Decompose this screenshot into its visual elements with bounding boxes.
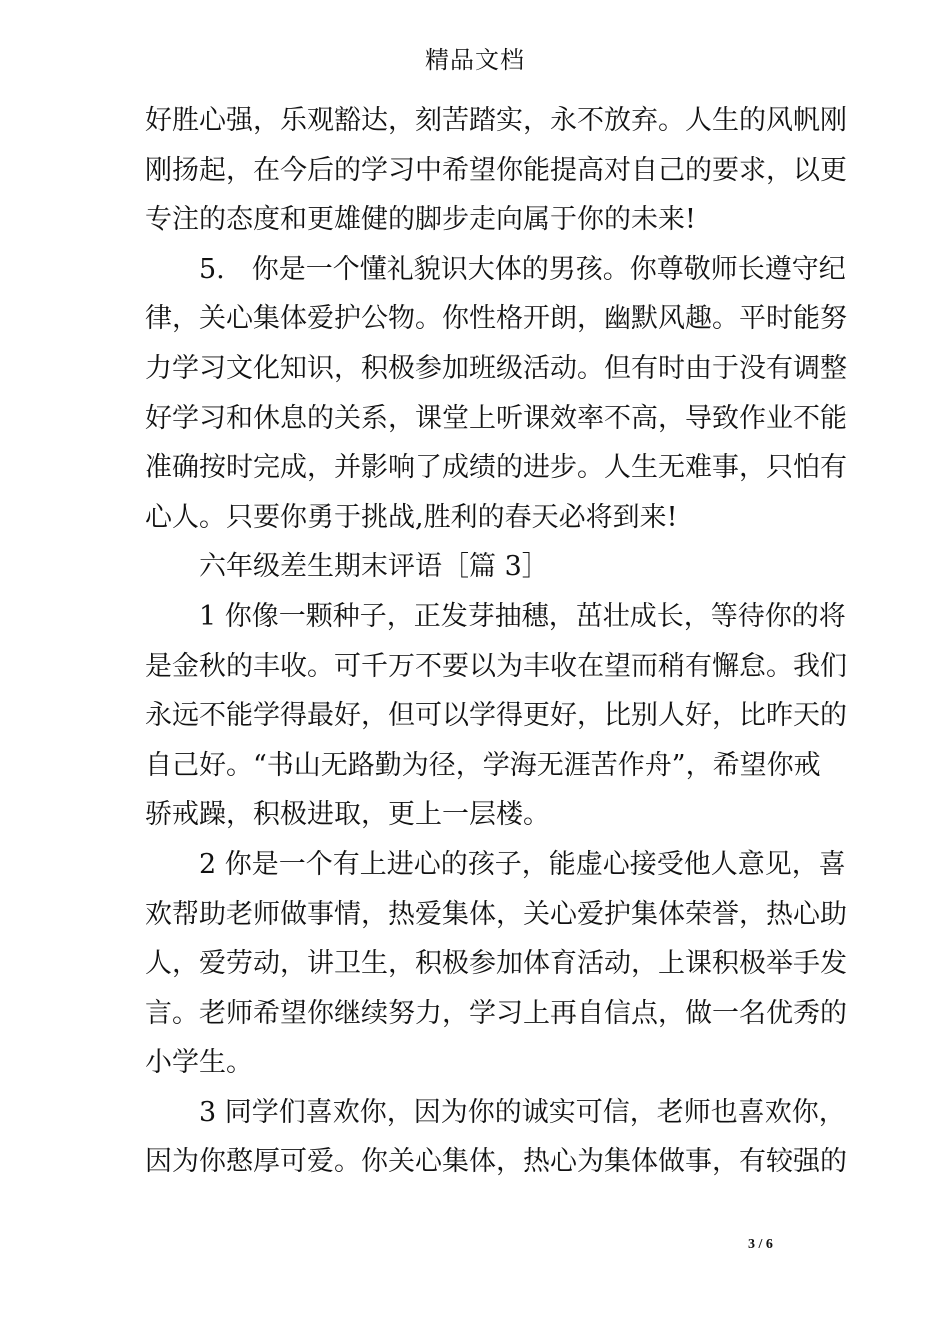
section-heading: 六年级差生期末评语［篇 3］: [199, 551, 549, 583]
text-line: 好胜心强，乐观豁达，刻苦踏实，永不放弃。人生的风帆刚: [145, 105, 847, 136]
text-line: 律，关心集体爱护公物。你性格开朗，幽默风趣。平时能努: [145, 303, 847, 335]
text-line: 因为你憨厚可爱。你关心集体，热心为集体做事，有较强的: [145, 1146, 847, 1178]
text-line: 力学习文化知识，积极参加班级活动。但有时由于没有调整: [145, 352, 847, 384]
text-line: 言。老师希望你继续努力，学习上再自信点，做一名优秀的: [145, 997, 847, 1029]
text-line: 3 同学们喜欢你，因为你的诚实可信，老师也喜欢你，: [199, 1096, 846, 1128]
text-line: 小学生。: [145, 1047, 253, 1079]
text-line: 专注的态度和更雄健的脚步走向属于你的未来!: [145, 204, 696, 236]
document-body: [145, 96, 847, 1187]
text-line: 刚扬起，在今后的学习中希望你能提高对自己的要求，以更: [145, 154, 847, 186]
text-line: 骄戒躁，积极进取，更上一层楼。: [145, 799, 550, 831]
page-number: 3 / 6: [748, 1237, 773, 1252]
text-line: 欢帮助老师做事情，热爱集体，关心爱护集体荣誉，热心助: [145, 898, 847, 930]
text-line: 永远不能学得最好，但可以学得更好，比别人好，比昨天的: [145, 700, 847, 732]
text-line: 是金秋的丰收。可千万不要以为丰收在望而稍有懈怠。我们: [145, 650, 847, 682]
text-line: 心人。只要你勇于挑战,胜利的春天必将到来!: [145, 501, 678, 533]
text-line: 人，爱劳动，讲卫生，积极参加体育活动，上课积极举手发: [145, 948, 847, 980]
text-line: 5. 你是一个懂礼貌识大体的男孩。你尊敬师长遵守纪: [199, 253, 846, 285]
text-line: 2 你是一个有上进心的孩子，能虚心接受他人意见，喜: [199, 848, 846, 880]
text-line: 准确按时完成，并影响了成绩的进步。人生无难事，只怕有: [145, 452, 847, 484]
text-line: 1 你像一颗种子，正发芽抽穗，茁壮成长，等待你的将: [199, 600, 846, 632]
text-line: 自己好。“书山无路勤为径，学海无涯苦作舟”，希望你戒: [145, 749, 821, 781]
page-header-title: 精品文档: [425, 46, 525, 74]
text-line: 好学习和休息的关系，课堂上听课效率不高，导致作业不能: [145, 402, 847, 434]
